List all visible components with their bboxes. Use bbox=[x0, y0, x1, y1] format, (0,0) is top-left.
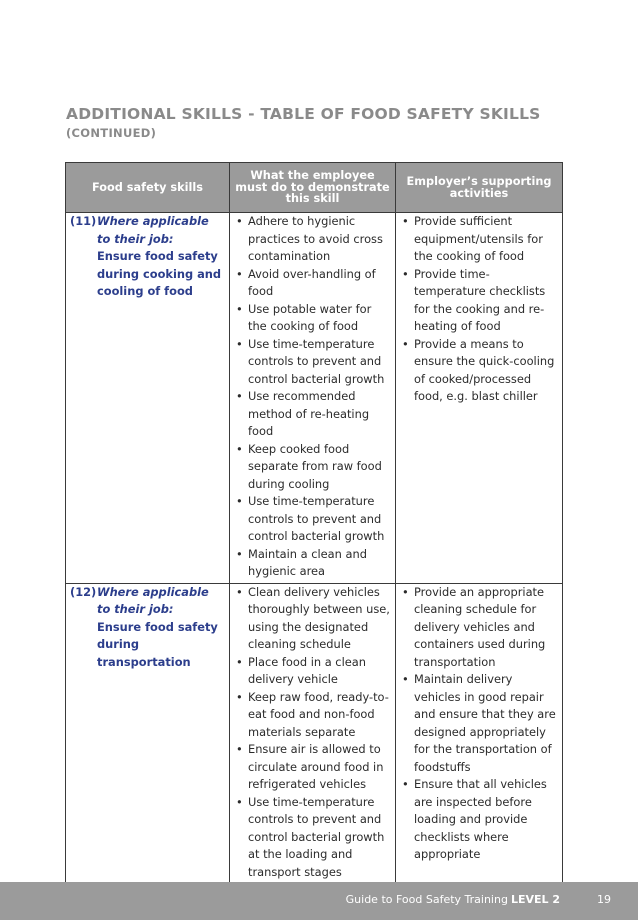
employer-cell bbox=[396, 213, 563, 584]
table-header-row bbox=[66, 163, 563, 213]
skill-cell bbox=[66, 583, 230, 884]
employer-cell bbox=[396, 583, 563, 884]
list-item: • Adhere to hygienic practices to avoid cross contamination bbox=[234, 213, 391, 266]
list-item: • Use recommended method of re-heating food bbox=[234, 388, 391, 441]
list-item: • Ensure that all vehicles are inspected before loading and provide checklists where appropriate bbox=[400, 776, 558, 864]
list-item: • Maintain a clean and hygienic area bbox=[234, 546, 391, 581]
page-footer bbox=[0, 882, 638, 920]
column-header-skills: Food safety skills bbox=[66, 163, 230, 213]
employee-cell bbox=[230, 213, 396, 584]
list-item: • Place food in a clean delivery vehicle bbox=[234, 654, 391, 689]
list-item: • Keep cooked food separate from raw food during cooling bbox=[234, 441, 391, 494]
column-header-employee: What the employee must do to demonstrate this skill bbox=[230, 163, 396, 213]
footer-title bbox=[346, 893, 560, 906]
list-item: • Clean delivery vehicles thoroughly between use, using the designated cleaning schedule bbox=[234, 584, 391, 654]
table-row bbox=[66, 583, 563, 884]
column-header-employer: Employer’s supporting activities bbox=[396, 163, 563, 213]
list-item: • Provide an appropriate cleaning schedule for delivery vehicles and containers used during transportation bbox=[400, 584, 558, 672]
list-item: • Provide time-temperature checklists for the cooking and re-heating of food bbox=[400, 266, 558, 336]
skill-applicable: Where applicable to their job: bbox=[97, 584, 209, 616]
page-number: 19 bbox=[597, 893, 611, 906]
list-item: • Use time-temperature controls to prevent and control bacterial growth bbox=[234, 493, 391, 546]
skill-applicable: Where applicable to their job: bbox=[97, 214, 209, 246]
list-item: • Ensure air is allowed to circulate around food in refrigerated vehicles bbox=[234, 741, 391, 794]
skill-cell bbox=[66, 213, 230, 584]
list-item: • Use potable water for the cooking of food bbox=[234, 301, 391, 336]
list-item: • Use time-temperature controls to prevent and control bacterial growth at the loading and transport stages bbox=[234, 794, 391, 882]
food-safety-skills-table bbox=[65, 162, 563, 884]
footer-guide-text: Guide to Food Safety Training bbox=[345, 893, 508, 906]
table-row bbox=[66, 213, 563, 584]
skill-title: Ensure food safety during transportation bbox=[97, 619, 218, 669]
page-subheading: (CONTINUED) bbox=[66, 126, 157, 140]
list-item: • Provide sufficient equipment/utensils for the cooking of food bbox=[400, 213, 558, 266]
skill-number: (11) bbox=[70, 214, 97, 228]
list-item: • Avoid over-handling of food bbox=[234, 266, 391, 301]
list-item: • Maintain delivery vehicles in good repair and ensure that they are designed appropriately for the transportation of foodstuffs bbox=[400, 671, 558, 776]
footer-level: LEVEL 2 bbox=[510, 893, 560, 906]
list-item: • Keep raw food, ready-to-eat food and non-food materials separate bbox=[234, 689, 391, 742]
skill-title: Ensure food safety during cooking and cooling of food bbox=[97, 249, 222, 298]
employee-cell bbox=[230, 583, 396, 884]
skill-number: (12) bbox=[70, 584, 97, 599]
list-item: • Use time-temperature controls to prevent and control bacterial growth bbox=[234, 336, 391, 389]
page-heading: ADDITIONAL SKILLS - TABLE OF FOOD SAFETY SKILLS bbox=[66, 105, 541, 123]
list-item: • Provide a means to ensure the quick-cooling of cooked/processed food, e.g. blast chiller bbox=[400, 336, 558, 406]
